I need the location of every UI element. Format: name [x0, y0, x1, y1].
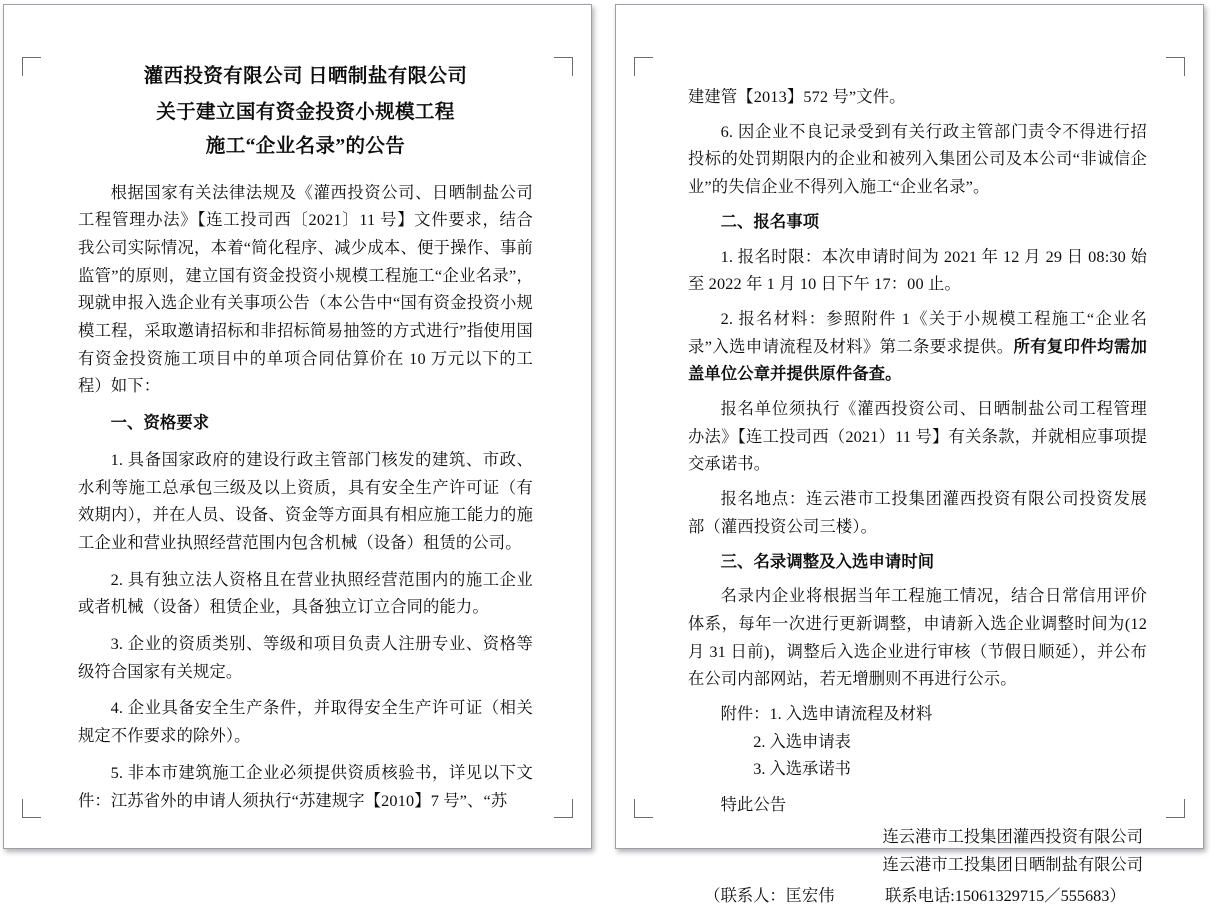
attachment-item-1: 附件：1. 入选申请流程及材料 — [720, 704, 933, 724]
title-line-2: 关于建立国有资金投资小规模工程 — [156, 101, 455, 123]
paragraph-registration-commitment: 报名单位须执行《灌西投资公司、日晒制盐公司工程管理办法》【连工投司西（2021）11 号】有关条款，并就相应事项提交承诺书。 — [688, 399, 1147, 474]
closing-statement: 特此公告 — [720, 795, 787, 815]
paragraph-qualification-6: 6. 因企业不良记录受到有关行政主管部门责令不得进行招投标的处罚期限内的企业和被列入集团公司及本公司“非诚信企业”的失信企业不得列入施工“企业名录”。 — [688, 121, 1147, 197]
crop-mark-bottom-right-icon — [554, 799, 573, 818]
page-1-body — [78, 179, 533, 815]
registration-materials-text: 2. 报名材料：参照附件 1《关于小规模工程施工“企业名录”入选申请流程及材料》第二条要求提供。 — [688, 308, 1147, 356]
paragraph-adjustment-detail: 名录内企业将根据当年工程施工情况，结合日常信用评价体系，每年一次进行更新调整，申请新入选企业调整时间为(12 月 31 日前)，调整后入选企业进行审核（节假日顺延），并公布在公司内部网站，若无增删则不再进行公示。 — [688, 586, 1147, 689]
paragraph-registration-deadline: 1. 报名时限：本次申请时间为 2021 年 12 月 29 日 08:30 始至 2022 年 1 月 10 日下午 17：00 止。 — [688, 246, 1147, 294]
paragraph-continued-document-ref: 建建管【2013】572 号”文件。 — [688, 87, 906, 106]
signature-block — [688, 823, 1147, 878]
crop-mark-top-right-icon — [1166, 57, 1185, 76]
crop-mark-bottom-left-icon — [634, 799, 653, 818]
paragraph-registration-location: 报名地点：连云港市工投集团灌西投资有限公司投资发展部（灌西投资公司三楼）。 — [688, 489, 1147, 536]
document-page-1 — [3, 4, 592, 849]
signature-company-2: 连云港市工投集团日晒制盐有限公司 — [882, 854, 1143, 874]
crop-mark-bottom-left-icon — [22, 799, 41, 818]
contact-person: （联系人：匡宏伟 — [704, 886, 835, 906]
section-heading-registration: 二、报名事项 — [720, 211, 820, 231]
paragraph-registration-materials — [688, 305, 1147, 388]
crop-mark-top-right-icon — [554, 57, 573, 76]
paragraph-preamble: 根据国家有关法律法规及《灌西投资公司、日晒制盐公司工程管理办法》【连工投司西〔2021〕11 号】文件要求，结合我公司实际情况，本着“简化程序、减少成本、便于操作、事前监管”的原则，建立国有资金投资小规模工程施工“企业名录”，现就申报入选企业有关事项公告（本公告中“国有资金投资小规模工程，采取邀请招标和非招标简易抽签的方式进行”指使用国有资金投资施工项目中的单项合同估算价在 10 万元以下的工程）如下： — [78, 182, 533, 396]
contact-row — [688, 882, 1147, 910]
title-line-3: 施工“企业名录”的公告 — [205, 136, 406, 157]
contact-phone: 联系电话:15061329715／555683） — [885, 886, 1126, 906]
registration-materials-emphasis: 所有复印件均需加盖单位公章并提供原件备查。 — [688, 336, 1148, 384]
section-heading-adjustment: 三、名录调整及入选申请时间 — [720, 551, 935, 571]
paragraph-qualification-1: 1. 具备国家政府的建设行政主管部门核发的建筑、市政、水利等施工总承包三级及以上资质，具有安全生产许可证（有效期内），并在人员、设备、资金等方面具有相应施工能力的施工企业和营业执照经营范围内包含机械（设备）租赁的公司。 — [78, 449, 533, 552]
document-page-2 — [615, 4, 1204, 906]
page-2-content — [688, 83, 1148, 906]
crop-mark-bottom-right-icon — [1166, 799, 1185, 818]
paragraph-qualification-4: 4. 企业具备安全生产条件，并取得安全生产许可证（相关规定不作要求的除外）。 — [78, 698, 533, 746]
attachment-item-3: 3. 入选承诺书 — [753, 759, 851, 779]
crop-mark-top-left-icon — [22, 57, 41, 76]
page-title — [78, 67, 533, 157]
signature-company-1: 连云港市工投集团灌西投资有限公司 — [882, 826, 1143, 846]
paragraph-qualification-5: 5. 非本市建筑施工企业必须提供资质核验书，详见以下文件：江苏省外的申请人须执行“苏建规字【2010】7 号”、“苏 — [78, 762, 533, 810]
paragraph-qualification-2: 2. 具有独立法人资格且在营业执照经营范围内的施工企业或者机械（设备）租赁企业，具备独立订立合同的能力。 — [78, 569, 533, 617]
attachment-list — [688, 700, 1147, 783]
crop-mark-top-left-icon — [634, 57, 653, 76]
paragraph-qualification-3: 3. 企业的资质类别、等级和项目负责人注册专业、资格等级符合国家有关规定。 — [78, 634, 533, 681]
page-1-content — [78, 66, 533, 810]
title-line-1: 灌西投资有限公司 日晒制盐有限公司 — [143, 66, 468, 87]
section-heading-qualification: 一、资格要求 — [110, 413, 210, 433]
attachment-item-2: 2. 入选申请表 — [753, 731, 851, 751]
